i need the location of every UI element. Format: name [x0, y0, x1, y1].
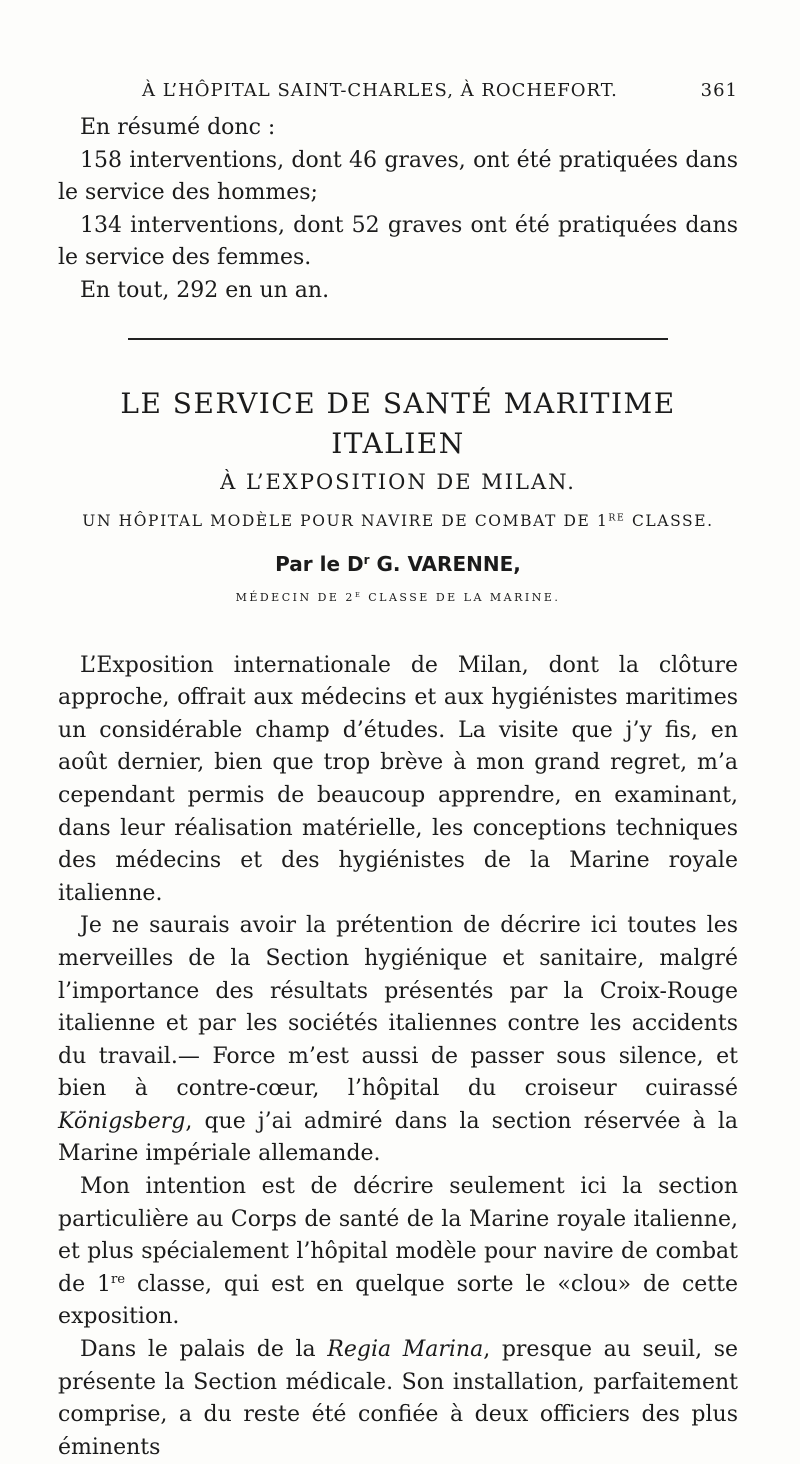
summary-men: 158 interventions, dont 46 graves, ont été pratiquées dans le service des hommes; — [58, 147, 738, 206]
summary-women: 134 interventions, dont 52 graves ont été pratiquées dans le service des femmes. — [58, 212, 738, 271]
article-subsubtitle — [58, 506, 738, 536]
byline — [58, 548, 738, 580]
summary-total: En tout, 292 en un an. — [80, 277, 330, 303]
byline-text: Par le D — [275, 551, 364, 576]
p3-superscript: re — [110, 1271, 126, 1287]
page — [58, 80, 738, 1464]
p2-text-a: Je ne saurais avoir la prétention de décrire ici toutes les merveilles de la Section hygiénique et sanitaire, malgré l’importance des résultats présentés par la Croix-Rouge italienne et par les sociétés italiennes contre les accidents du travail.— Force m’est aussi de passer sous silence, et bien à contre-cœur, l’hôpital du croiseur cuirassé — [58, 913, 738, 1102]
running-head — [142, 80, 738, 112]
p2-text-b: , que j’ai admiré dans la section réservée à la Marine impériale allemande. — [58, 1108, 738, 1167]
p4-text-a: Dans le palais de la — [80, 1337, 328, 1363]
subsubtitle-end: CLASSE. — [625, 511, 714, 530]
summary-intro: En résumé donc : — [80, 115, 276, 140]
affiliation-superscript: E — [354, 590, 363, 599]
byline-superscript: r — [363, 552, 370, 567]
article-title: LE SERVICE DE SANTÉ MARITIME ITALIEN — [120, 386, 676, 460]
paragraph-2 — [58, 910, 738, 1171]
regia-marina: Regia Marina — [327, 1337, 484, 1363]
page-number: 361 — [700, 80, 738, 101]
p3-text-a: Mon intention est de décrire seulement ici la section particulière au Corps de santé de la Marine royale italienne, et plus spécialement l’hôpital modèle pour navire de combat de 1 — [58, 1174, 738, 1297]
affiliation — [58, 586, 738, 610]
article-body — [58, 650, 738, 1464]
ship-name: Königsberg — [58, 1108, 186, 1134]
subsubtitle-superscript: RE — [608, 511, 626, 523]
paragraph-3 — [58, 1171, 738, 1334]
p4-text-b: , presque au seuil, se présente la Section médicale. Son installation, parfaitement comprise, a du reste été confiée à deux officiers des plus éminents — [58, 1337, 738, 1460]
affiliation-end: CLASSE DE LA MARINE. — [362, 590, 561, 604]
section-divider — [128, 338, 668, 340]
subsubtitle-text: UN HÔPITAL MODÈLE POUR NAVIRE DE COMBAT DE 1 — [82, 511, 609, 530]
running-head-title: À L’HÔPITAL SAINT-CHARLES, À ROCHEFORT. — [142, 80, 618, 101]
paragraph-1: L’Exposition internationale de Milan, dont la clôture approche, offrait aux médecins et aux hygiénistes maritimes un considérable champ d’études. La visite que j’y fis, en août dernier, bien que trop brève à mon grand regret, m’a cependant permis de beaucoup apprendre, en examinant, dans leur réalisation matérielle, les conceptions techniques des médecins et des hygiénistes de la Marine royale italienne. — [58, 652, 738, 906]
summary — [58, 112, 738, 308]
p3-text-b: classe, qui est en quelque sorte le «clou» de cette exposition. — [58, 1271, 738, 1330]
paragraph-4 — [58, 1334, 738, 1464]
author-name: G. VARENNE, — [369, 551, 521, 576]
article-subtitle: À L’EXPOSITION DE MILAN. — [220, 469, 576, 494]
affiliation-text: MÉDECIN DE 2 — [235, 590, 355, 604]
